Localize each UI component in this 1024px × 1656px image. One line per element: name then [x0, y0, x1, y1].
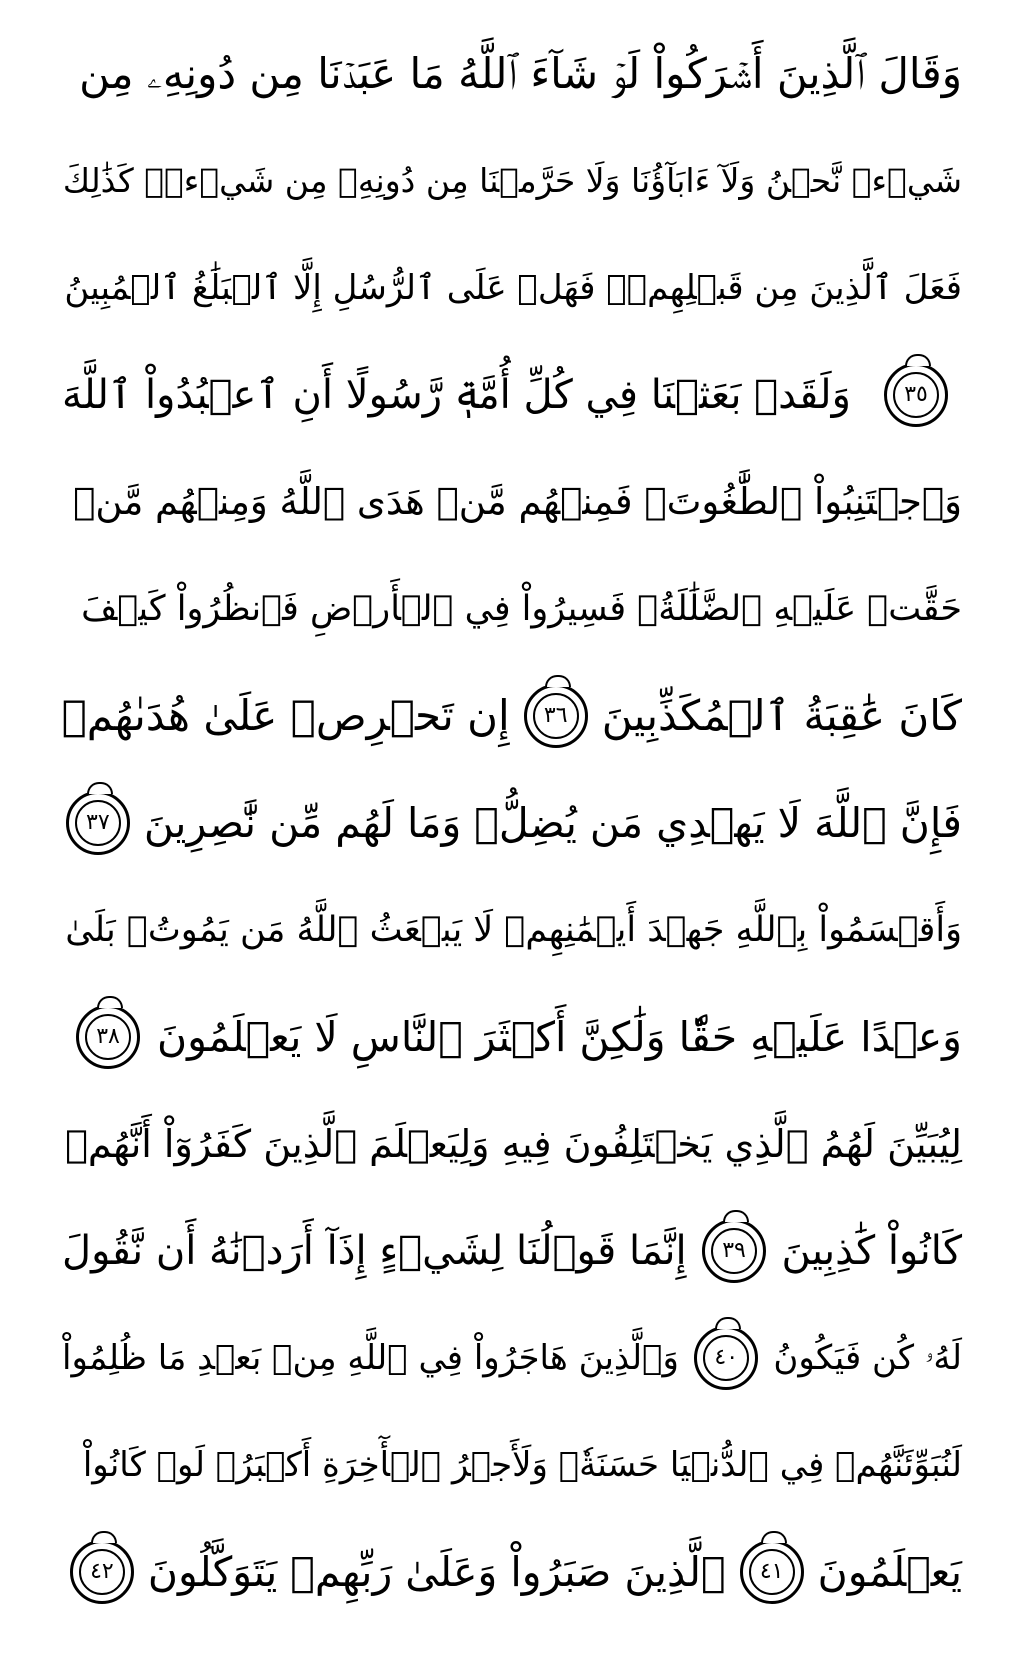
text-line-13: [62, 1304, 962, 1411]
ayah-number: ٣٥: [904, 381, 928, 407]
text-line-9: [62, 876, 962, 983]
text-line-6: [62, 555, 962, 662]
ayah-marker: [702, 1219, 766, 1283]
verse-text: فَإِنَّ ٱللَّهَ لَا يَهۡدِي مَن يُضِلُّۖ وَمَا لَهُم مِّن نَّٰصِرِينَ: [143, 798, 962, 847]
text-line-12: [62, 1197, 962, 1304]
verse-text: لَهُۥ كُن فَيَكُونُ: [773, 1337, 962, 1378]
text-line-5: [62, 448, 962, 555]
ayah-number: ٣٨: [96, 1023, 120, 1049]
ayah-marker: [76, 1005, 140, 1069]
ayah-number: ٤٠: [714, 1344, 739, 1370]
verse-text: وَأَقۡسَمُواْ بِٱللَّهِ جَهۡدَ أَيۡمَٰنِهِمۡ لَا يَبۡعَثُ ٱللَّهُ مَن يَمُوتُۚ بَلَىٰ: [65, 909, 962, 950]
ayah-marker: [884, 363, 948, 427]
text-line-11: [62, 1090, 962, 1197]
ayah-marker: [524, 684, 588, 748]
verse-text: يَعۡلَمُونَ: [817, 1547, 962, 1596]
verse-text: كَانُواْ كَٰذِبِينَ: [781, 1227, 962, 1274]
text-line-8: [62, 769, 962, 876]
verse-text: حَقَّتۡ عَلَيۡهِ ٱلضَّلَٰلَةُۚ فَسِيرُواْ فِي ٱلۡأَرۡضِ فَٱنظُرُواْ كَيۡفَ: [81, 588, 962, 629]
verse-text: وَلَقَدۡ بَعَثۡنَا فِي كُلِّ أُمَّةٖ رَّسُولًا أَنِ ٱعۡبُدُواْ ٱللَّهَ: [62, 371, 851, 418]
text-line-10: [62, 983, 962, 1090]
text-line-1: [62, 20, 962, 127]
text-line-3: [62, 234, 962, 341]
verse-text: لِيُبَيِّنَ لَهُمُ ٱلَّذِي يَخۡتَلِفُونَ فِيهِ وَلِيَعۡلَمَ ٱلَّذِينَ كَفَرُوٓاْ أَنَّهُمۡ: [65, 1121, 962, 1166]
verse-text: كَانَ عَٰقِبَةُ ٱلۡمُكَذِّبِينَ: [601, 691, 962, 740]
ayah-marker: [694, 1326, 758, 1390]
ayah-marker: [740, 1540, 804, 1604]
verse-lines: [62, 20, 962, 1626]
ayah-number: ٣٦: [543, 702, 568, 728]
verse-text: لَنُبَوِّئَنَّهُمۡ فِي ٱلدُّنۡيَا حَسَنَةٗۖ وَلَأَجۡرُ ٱلۡأٓخِرَةِ أَكۡبَرُۚ لَوۡ كَانُواْ: [82, 1444, 962, 1485]
text-line-2: [62, 127, 962, 234]
ayah-number: ٤١: [759, 1558, 784, 1584]
text-line-14: [62, 1411, 962, 1518]
ayah-number: ٣٧: [86, 809, 110, 835]
verse-text: إِنَّمَا قَوۡلُنَا لِشَيۡءٍ إِذَآ أَرَدۡنَٰهُ أَن نَّقُولَ: [62, 1227, 687, 1274]
ayah-number: ٤٢: [90, 1558, 114, 1584]
verse-text: وَقَالَ ٱلَّذِينَ أَشۡرَكُواْ لَوۡ شَآءَ ٱللَّهُ مَا عَبَدۡنَا مِن دُونِهِۦ مِن: [79, 48, 962, 98]
text-line-15: [62, 1518, 962, 1625]
verse-text: ٱلَّذِينَ صَبَرُواْ وَعَلَىٰ رَبِّهِمۡ يَتَوَكَّلُونَ: [147, 1547, 726, 1596]
ayah-number: ٣٩: [722, 1237, 746, 1263]
verse-text: وَٱجۡتَنِبُواْ ٱلطَّٰغُوتَۖ فَمِنۡهُم مَّنۡ هَدَى ٱللَّهُ وَمِنۡهُم مَّنۡ: [73, 480, 962, 523]
text-line-7: [62, 662, 962, 769]
ayah-marker: [70, 1540, 134, 1604]
verse-text: فَعَلَ ٱلَّذِينَ مِن قَبۡلِهِمۡۚ فَهَلۡ عَلَى ٱلرُّسُلِ إِلَّا ٱلۡبَلَٰغُ ٱلۡمُبِينُ: [64, 268, 962, 308]
verse-text: وَعۡدًا عَلَيۡهِ حَقّٗا وَلَٰكِنَّ أَكۡثَرَ ٱلنَّاسِ لَا يَعۡلَمُونَ: [157, 1012, 962, 1061]
verse-text: شَيۡءٖ نَّحۡنُ وَلَآ ءَابَآؤُنَا وَلَا حَرَّمۡنَا مِن دُونِهِۦ مِن شَيۡءٖۚ كَذَٰلِكَ: [62, 161, 962, 200]
verse-text: وَٱلَّذِينَ هَاجَرُواْ فِي ٱللَّهِ مِنۢ بَعۡدِ مَا ظُلِمُواْ: [62, 1337, 679, 1378]
text-line-4: [62, 341, 962, 448]
ayah-marker: [66, 791, 130, 855]
verse-text: إِن تَحۡرِصۡ عَلَىٰ هُدَىٰهُمۡ: [61, 691, 510, 740]
